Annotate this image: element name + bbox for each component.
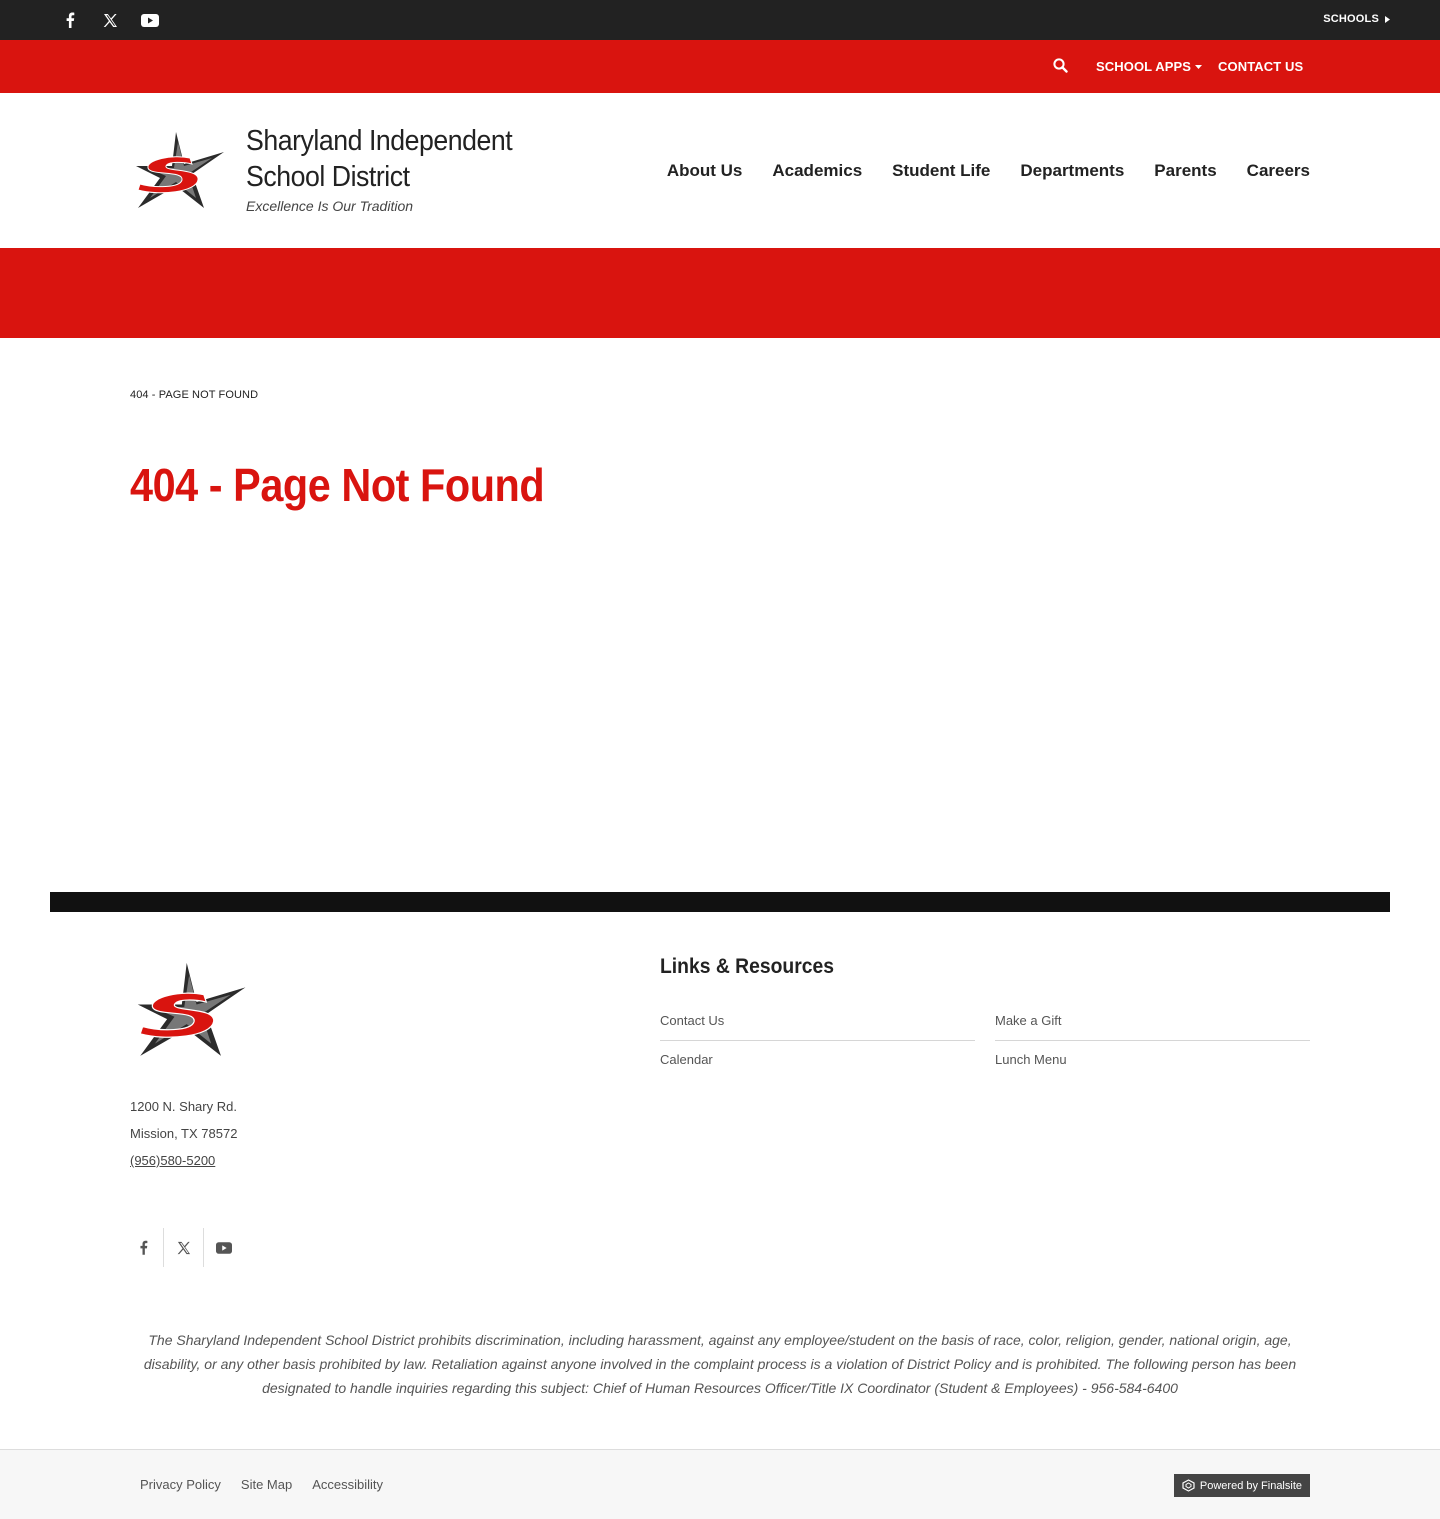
- address-line1: 1200 N. Shary Rd.: [130, 1099, 237, 1114]
- finalsite-icon: [1182, 1479, 1195, 1492]
- site-tagline: Excellence Is Our Tradition: [246, 198, 414, 214]
- nav-student-life[interactable]: Student Life: [892, 161, 991, 180]
- privacy-policy-link[interactable]: Privacy Policy: [140, 1477, 221, 1492]
- legal-links: [140, 1477, 383, 1492]
- facebook-icon[interactable]: [124, 1228, 164, 1267]
- links-heading: Links & Resources: [660, 955, 834, 978]
- nav-departments[interactable]: Departments: [1020, 161, 1125, 180]
- facebook-icon[interactable]: [60, 10, 80, 30]
- phone-link[interactable]: (956)580-5200: [130, 1153, 216, 1168]
- non-discrimination-statement: The Sharyland Independent School District prohibits discrimination, including harassment, against any employee/student on the basis of race, color, religion, gender, national origin, age, disability, or any other basis prohibited by law. Retaliation against anyone involved in the complaint process is a violation of District Policy and is prohibited. The following person has been designated to handle inquiries regarding this subject: Chief of Human Resources Officer/Title IX Coordinator (Student & Employees) - 956-584-6400: [143, 1332, 1297, 1396]
- footer-link-contact-us[interactable]: Contact Us: [660, 1002, 975, 1041]
- nav-academics[interactable]: Academics: [772, 161, 863, 180]
- school-apps-label: SCHOOL APPS: [1096, 59, 1192, 74]
- contact-us-link[interactable]: CONTACT US: [1218, 59, 1304, 74]
- schools-label: SCHOOLS: [1323, 13, 1379, 25]
- site-name[interactable]: Sharyland Independent School District: [246, 125, 513, 193]
- site-map-link[interactable]: Site Map: [240, 1477, 293, 1492]
- nav-careers[interactable]: Careers: [1246, 161, 1310, 180]
- schools-menu-button[interactable]: [1323, 13, 1390, 25]
- footer-address: [130, 1093, 237, 1174]
- top-social-bar: [0, 0, 1440, 40]
- main-navigation: [667, 161, 1310, 181]
- powered-by-label: Powered by Finalsite: [1199, 1479, 1302, 1492]
- breadcrumb: 404 - PAGE NOT FOUND: [130, 389, 259, 401]
- youtube-icon[interactable]: [140, 10, 160, 30]
- footer-link-make-a-gift[interactable]: Make a Gift: [995, 1002, 1310, 1041]
- footer-link-calendar[interactable]: Calendar: [660, 1052, 713, 1067]
- powered-by-finalsite-badge[interactable]: [1174, 1474, 1310, 1497]
- search-icon[interactable]: [1053, 58, 1069, 74]
- caret-down-icon: [1195, 65, 1202, 69]
- nav-parents[interactable]: Parents: [1154, 161, 1217, 180]
- nav-about-us[interactable]: About Us: [666, 161, 743, 180]
- footer-bottom-bar: [0, 1449, 1440, 1519]
- footer-social-links: [124, 1228, 244, 1267]
- footer-divider: [50, 892, 1390, 912]
- x-twitter-icon[interactable]: [164, 1228, 204, 1267]
- address-line2: Mission, TX 78572: [130, 1126, 238, 1141]
- footer-link-lunch-menu[interactable]: Lunch Menu: [995, 1052, 1067, 1067]
- utility-bar: [0, 40, 1440, 93]
- footer-links: [660, 1002, 1310, 1080]
- page-title: 404 - Page Not Found: [130, 459, 545, 511]
- footer-logo[interactable]: [132, 958, 250, 1062]
- caret-right-icon: [1385, 16, 1390, 23]
- x-twitter-icon[interactable]: [100, 10, 120, 30]
- school-apps-button[interactable]: [1096, 59, 1202, 74]
- page-banner: [0, 248, 1440, 338]
- site-header: [0, 93, 1440, 248]
- youtube-icon[interactable]: [204, 1228, 244, 1267]
- accessibility-link[interactable]: Accessibility: [312, 1477, 384, 1492]
- district-logo[interactable]: [132, 128, 227, 213]
